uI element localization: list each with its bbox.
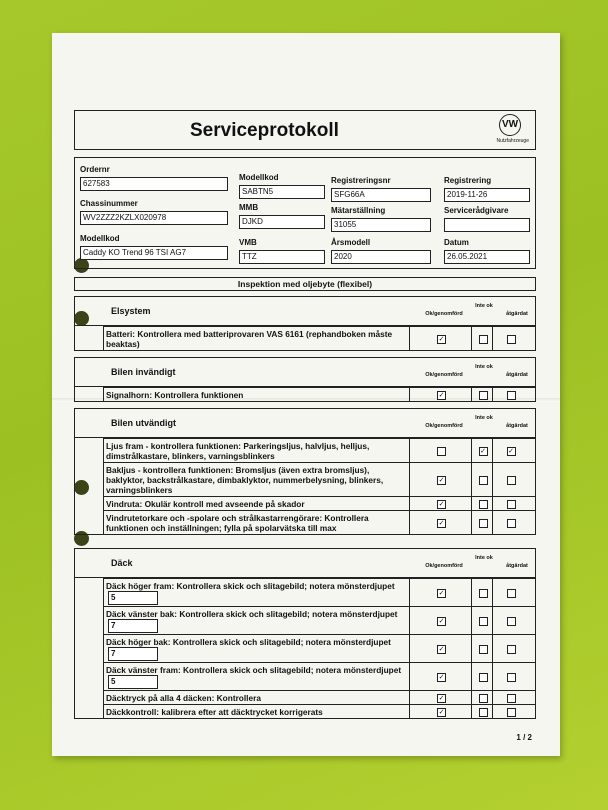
checkbox-not-ok[interactable] [479,694,488,703]
checkbox-not-ok[interactable] [479,589,488,598]
checklist-row [103,690,535,704]
checkbox-done[interactable] [507,645,516,654]
checklist-item-text [104,511,408,534]
status-cell [471,607,493,634]
status-cell [492,439,528,462]
status-cell [492,463,528,496]
section-bilen-utvandigt [74,408,536,535]
section-header [75,409,535,438]
status-cell [492,635,528,662]
section-header [75,549,535,578]
checklist-row [103,704,535,718]
checklist-item-text [104,607,408,634]
section-title: Elsystem [111,306,151,316]
item-description: Bakljus - kontrollera funktionen: Bromsljus (även extra bromsljus), baklyktor, backstrålkastare, dimbaklyktor, nummerbelysning, blinkers, varningsblinkers [106,465,384,495]
vehicle-info-box [74,157,536,269]
document-header [74,110,536,150]
checkbox-ok[interactable]: ✓ [438,694,445,702]
column-header-ok: Ok/genomförd [425,563,463,569]
status-cell [409,691,472,704]
checklist-row [103,326,535,350]
status-cell [471,635,493,662]
checkbox-done[interactable] [507,335,516,344]
section-title: Däck [111,558,133,568]
checkbox-ok[interactable]: ✓ [438,645,445,653]
status-cell [409,635,472,662]
status-cell [471,691,493,704]
checkbox-ok[interactable]: ✓ [438,391,445,399]
checklist-row [103,496,535,510]
status-cell [471,663,493,690]
arsmodell-field: Årsmodell 2020 [331,238,431,264]
checklist-row [103,578,535,606]
checklist-row [103,387,535,401]
status-cell [409,579,472,606]
checklist-row [103,662,535,690]
checkbox-ok[interactable]: ✓ [438,589,445,597]
page-title: Serviceprotokoll [190,120,339,141]
section-bilen-invandigt [74,357,536,402]
ordernr-field: Ordernr 627583 [80,165,228,191]
checkbox-not-ok[interactable] [479,617,488,626]
modellbeskrivning-field: Modellkod Caddy KO Trend 96 TSI AG7 [80,234,228,260]
checkbox-done[interactable] [507,476,516,485]
checkbox-not-ok[interactable]: ✓ [480,447,486,455]
modellkod-field: Modellkod SABTN5 [239,173,325,199]
checkbox-ok[interactable]: ✓ [438,476,445,484]
checklist-row [103,606,535,634]
checklist-item-text [104,635,408,662]
column-header-done: åtgärdat [506,423,528,429]
tread-depth-value: 5 [108,591,158,605]
checklist-row [103,634,535,662]
checkbox-done[interactable] [507,673,516,682]
status-cell [471,705,493,718]
checkbox-done[interactable] [507,589,516,598]
checkbox-ok[interactable]: ✓ [438,500,445,508]
checklist-item-text [104,497,408,510]
checklist-row [103,438,535,462]
status-cell [409,607,472,634]
status-cell [409,327,472,350]
status-cell [492,691,528,704]
checkbox-not-ok[interactable] [479,519,488,528]
status-cell [409,511,472,534]
status-cell [409,705,472,718]
registrering-field: Registrering 2019-11-26 [444,176,530,202]
item-description: Vindruta: Okulär kontroll med avseende på skador [106,499,305,509]
status-cell [492,607,528,634]
tread-depth-value: 7 [108,619,158,633]
status-cell [492,327,528,350]
status-cell [409,439,472,462]
checklist-item-text [104,327,408,350]
item-description: Däcktryck på alla 4 däcken: Kontrollera [106,693,261,703]
column-header-ok: Ok/genomförd [425,311,463,317]
status-cell [471,497,493,510]
checklist-item-text [104,388,408,401]
vw-logo-icon: VW [499,114,521,136]
column-header-ok: Ok/genomförd [425,423,463,429]
tread-depth-value: 7 [108,647,158,661]
section-elsystem [74,296,536,351]
tread-depth-value: 5 [108,675,158,689]
page-number: 1 / 2 [516,733,532,742]
item-description: Signalhorn: Kontrollera funktionen [106,390,244,400]
checkbox-not-ok[interactable] [479,476,488,485]
mmb-field: MMB DJKD [239,203,325,229]
checklist-item-text [104,463,408,496]
matarstallning-field: Mätarställning 31055 [331,206,431,232]
checklist-row [103,462,535,496]
section-header [75,358,535,387]
checkbox-done[interactable] [507,708,516,717]
checkbox-ok[interactable] [437,447,446,456]
item-description: Batteri: Kontrollera med batteriprovaren VAS 6161 (rephandboken måste beaktas) [106,329,393,349]
item-description: Ljus fram - kontrollera funktionen: Parkeringsljus, halvljus, helljus, dimstrålkastare, blinkers, varningsblinkers [106,441,370,461]
status-cell [492,705,528,718]
checklist-item-text [104,439,408,462]
item-description: Däck vänster bak: Kontrollera skick och slitagebild; notera mönsterdjupet [106,609,398,619]
section-title: Bilen invändigt [111,367,176,377]
column-header-not-ok: Inte ok [475,303,493,309]
checklist-item-text [104,579,408,606]
status-cell [471,439,493,462]
checkbox-done[interactable] [507,391,516,400]
checkbox-done[interactable] [507,694,516,703]
status-cell [471,327,493,350]
item-description: Däck höger bak: Kontrollera skick och slitagebild; notera mönsterdjupet [106,637,391,647]
checkbox-not-ok[interactable] [479,335,488,344]
column-header-not-ok: Inte ok [475,415,493,421]
service-protocol-sheet [52,33,560,756]
status-cell [409,388,472,401]
status-cell [492,511,528,534]
status-cell [492,388,528,401]
status-cell [492,579,528,606]
status-cell [409,497,472,510]
column-header-done: åtgärdat [506,311,528,317]
checkbox-done[interactable] [507,519,516,528]
column-header-not-ok: Inte ok [475,364,493,370]
checkbox-not-ok[interactable] [479,500,488,509]
column-header-done: åtgärdat [506,563,528,569]
status-cell [409,463,472,496]
item-description: Däck vänster fram: Kontrollera skick och slitagebild; notera mönsterdjupet [106,665,402,675]
status-cell [409,663,472,690]
checkbox-ok[interactable]: ✓ [438,617,445,625]
checklist-item-text [104,663,408,690]
status-cell [471,388,493,401]
checkbox-not-ok[interactable] [479,391,488,400]
column-header-done: åtgärdat [506,372,528,378]
status-cell [471,463,493,496]
serviceradgivare-field: Servicerådgivare [444,206,530,232]
checkbox-done[interactable] [507,500,516,509]
chassinummer-field: Chassinummer WV2ZZZ2KZLX020978 [80,199,228,225]
checkbox-not-ok[interactable] [479,673,488,682]
inspection-type-bar: Inspektion med oljebyte (flexibel) [74,277,536,291]
section-header [75,297,535,326]
checkbox-not-ok[interactable] [479,708,488,717]
checklist-item-text [104,705,408,718]
status-cell [471,579,493,606]
item-description: Vindrutetorkare och -spolare och strålkastarrengörare: Kontrollera funktionen och inställningen; fylla på spolarvätska till max [106,513,369,533]
checklist-item-text [104,691,408,704]
section-title: Bilen utvändigt [111,418,176,428]
section-dack [74,548,536,719]
vmb-field: VMB TTZ [239,238,325,264]
checkbox-ok[interactable]: ✓ [438,335,445,343]
checkbox-ok[interactable]: ✓ [438,519,445,527]
checkbox-done[interactable]: ✓ [508,447,514,455]
checkbox-ok[interactable]: ✓ [438,673,445,681]
checkbox-done[interactable] [507,617,516,626]
status-cell [492,663,528,690]
checklist-row [103,510,535,534]
status-cell [471,511,493,534]
checkbox-ok[interactable]: ✓ [438,708,445,716]
item-description: Däckkontroll: kalibrera efter att däcktrycket korrigerats [106,707,323,717]
registreringsnr-field: Registreringsnr SFG66A [331,176,431,202]
column-header-ok: Ok/genomförd [425,372,463,378]
status-cell [492,497,528,510]
datum-field: Datum 26.05.2021 [444,238,530,264]
brand-subtitle: Nutzfahrzeuge [496,138,529,144]
column-header-not-ok: Inte ok [475,555,493,561]
item-description: Däck höger fram: Kontrollera skick och slitagebild; notera mönsterdjupet [106,581,395,591]
checkbox-not-ok[interactable] [479,645,488,654]
